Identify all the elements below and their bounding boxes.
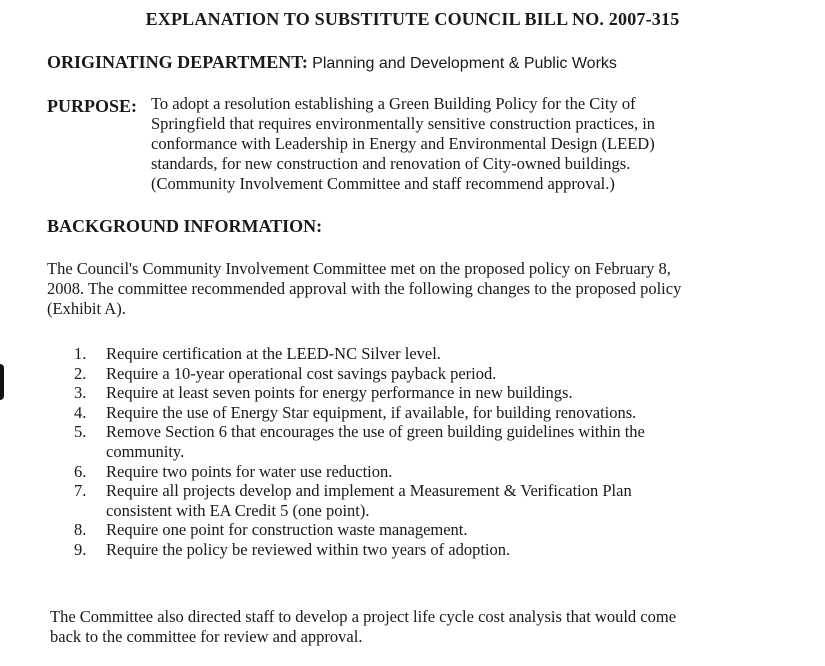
purpose-line: Springfield that requires environmentally sensitive construction practices, in xyxy=(151,114,656,133)
list-item-number: 9. xyxy=(74,539,87,559)
purpose-line: conformance with Leadership in Energy and Environmental Design (LEED) xyxy=(151,134,655,153)
list-item-number: 8. xyxy=(74,520,87,540)
list-item xyxy=(74,540,645,560)
list-item-number: 6. xyxy=(74,461,87,481)
document-title: EXPLANATION TO SUBSTITUTE COUNCIL BILL NO. 2007-315 xyxy=(145,9,680,29)
list-item xyxy=(74,520,645,540)
intro-line: The Council's Community Involvement Committee met on the proposed policy on February 8, xyxy=(47,259,671,278)
list-item xyxy=(74,403,645,423)
list-item-number: 1. xyxy=(74,344,87,363)
list-item-number: 5. xyxy=(74,422,87,442)
list-item xyxy=(74,481,645,520)
changes-list xyxy=(74,344,645,560)
list-item xyxy=(74,344,645,364)
background-closing xyxy=(50,607,676,647)
list-item xyxy=(74,422,645,461)
purpose-line: To adopt a resolution establishing a Green Building Policy for the City of xyxy=(151,94,636,113)
list-item-text: Require all projects develop and implement a Measurement & Verification Plan xyxy=(106,481,632,501)
list-item xyxy=(74,462,645,482)
originating-department-value: Planning and Development & Public Works xyxy=(312,55,617,72)
list-item-text: Require the policy be reviewed within two years of adoption. xyxy=(106,539,511,559)
purpose-text xyxy=(151,94,771,194)
originating-department-label: ORIGINATING DEPARTMENT: xyxy=(47,52,308,72)
background-label: BACKGROUND INFORMATION: xyxy=(47,216,323,236)
list-item-text: community. xyxy=(106,441,185,461)
closing-line: The Committee also directed staff to develop a project life cycle cost analysis that would come xyxy=(50,607,677,626)
list-item-number: 3. xyxy=(74,383,87,403)
list-item-number: 4. xyxy=(74,402,87,422)
list-item-text: Require at least seven points for energy performance in new buildings. xyxy=(106,383,573,403)
list-item-text: consistent with EA Credit 5 (one point). xyxy=(106,500,370,520)
list-item xyxy=(74,364,645,384)
list-item-text: Require certification at the LEED-NC Silver level. xyxy=(106,344,441,363)
purpose-line: standards, for new construction and renovation of City-owned buildings. xyxy=(151,154,631,173)
list-item-number: 7. xyxy=(74,481,87,501)
list-item-text: Require the use of Energy Star equipment, if available, for building renovations. xyxy=(106,402,637,422)
purpose-line: (Community Involvement Committee and staff recommend approval.) xyxy=(151,174,615,193)
originating-department xyxy=(47,52,617,73)
list-item-text: Remove Section 6 that encourages the use of green building guidelines within the xyxy=(106,422,645,442)
background-intro xyxy=(47,259,681,319)
scan-edge-mark xyxy=(0,364,4,400)
intro-line: 2008. The committee recommended approval with the following changes to the proposed policy xyxy=(47,279,682,298)
list-item xyxy=(74,383,645,403)
closing-line: back to the committee for review and approval. xyxy=(50,627,363,646)
list-item-text: Require two points for water use reduction. xyxy=(106,461,393,481)
list-item-text: Require a 10-year operational cost savings payback period. xyxy=(106,363,497,383)
intro-line: (Exhibit A). xyxy=(47,299,126,318)
purpose-label: PURPOSE: xyxy=(47,96,137,116)
list-item-number: 2. xyxy=(74,363,87,383)
list-item-text: Require one point for construction waste management. xyxy=(106,520,468,540)
